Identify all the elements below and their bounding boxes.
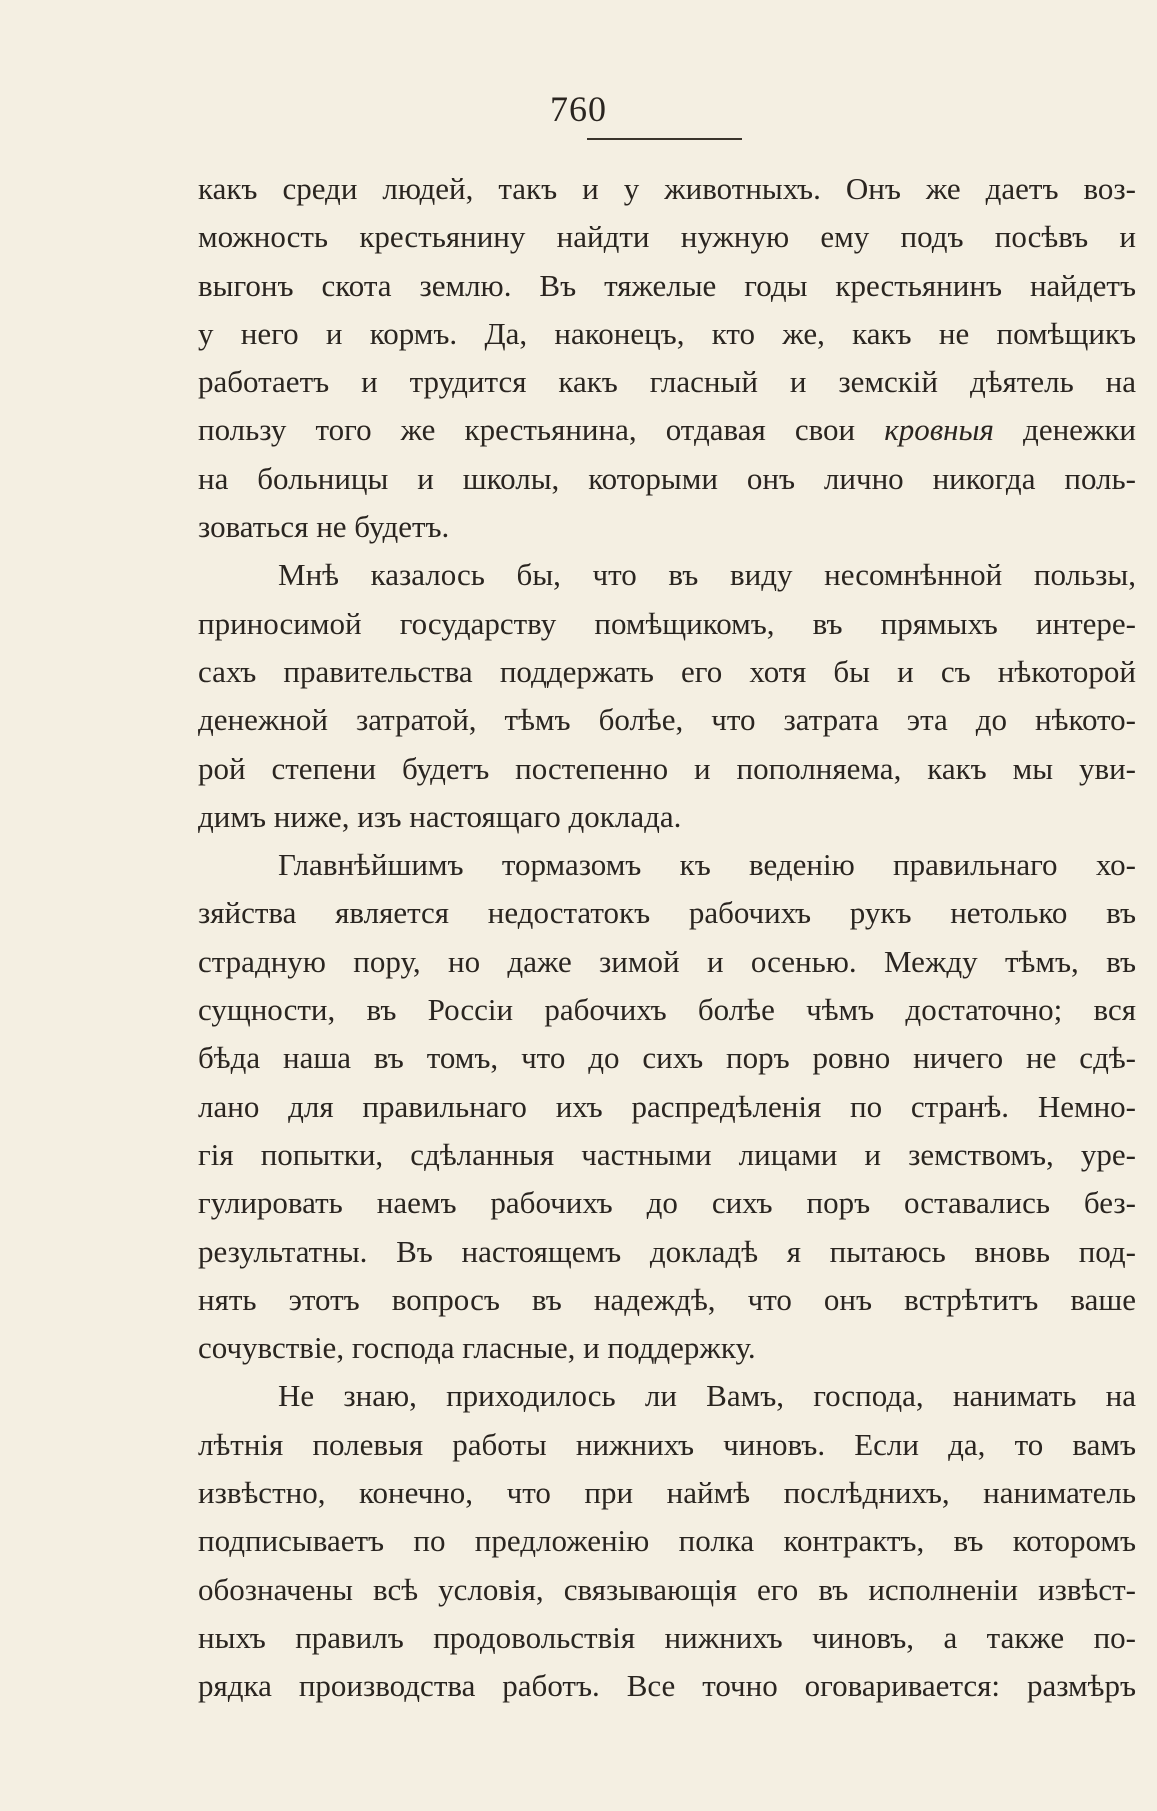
paragraph-first-line: Мнѣ казалось бы, что въ виду несомнѣнной пользы, bbox=[278, 557, 1136, 593]
text-line: гія попытки, сдѣланныя частными лицами и земствомъ, уре- bbox=[198, 1136, 1136, 1172]
text-line: сущности, въ Россіи рабочихъ болѣе чѣмъ достаточно; вся bbox=[198, 992, 1136, 1028]
text-line: можность крестьянину найдти нужную ему подъ посѣвъ и bbox=[198, 219, 1136, 255]
text-line: обозначены всѣ условія, связывающія его въ исполненіи извѣст- bbox=[198, 1571, 1136, 1607]
text-line: выгонъ скота землю. Въ тяжелые годы крестьянинъ найдетъ bbox=[198, 267, 1136, 303]
text-line: извѣстно, конечно, что при наймѣ послѣднихъ, наниматель bbox=[198, 1475, 1136, 1511]
text-line: димъ ниже, изъ настоящаго доклада. bbox=[198, 798, 682, 834]
text-line: нять этотъ вопросъ въ надеждѣ, что онъ встрѣтитъ ваше bbox=[198, 1281, 1136, 1317]
paragraph-first-line: Не знаю, приходилось ли Вамъ, господа, нанимать на bbox=[278, 1378, 1136, 1414]
text-line: лано для правильнаго ихъ распредѣленія по странѣ. Немно- bbox=[198, 1088, 1136, 1124]
text-line: рой степени будетъ постепенно и пополняема, какъ мы уви- bbox=[198, 750, 1136, 786]
text-fragment: денежки bbox=[993, 412, 1136, 448]
text-line: рядка производства работъ. Все точно оговаривается: размѣръ bbox=[198, 1668, 1136, 1704]
text-line bbox=[198, 406, 1136, 454]
text-line: бѣда наша въ томъ, что до сихъ поръ ровно ничего не сдѣ- bbox=[198, 1040, 1136, 1076]
text-line: сочувствіе, господа гласные, и поддержку. bbox=[198, 1330, 756, 1366]
text-line: зоваться не будетъ. bbox=[198, 509, 450, 545]
text-line: зяйства является недостатокъ рабочихъ рукъ нетолько въ bbox=[198, 895, 1136, 931]
text-line: страдную пору, но даже зимой и осенью. Между тѣмъ, въ bbox=[198, 943, 1136, 979]
text-fragment: пользу того же крестьянина, отдавая свои bbox=[198, 412, 885, 448]
text-line: работаетъ и трудится какъ гласный и земскій дѣятель на bbox=[198, 364, 1136, 400]
text-line: денежной затратой, тѣмъ болѣе, что затрата эта до нѣкото- bbox=[198, 702, 1136, 738]
text-line: гулировать наемъ рабочихъ до сихъ поръ оставались без- bbox=[198, 1185, 1136, 1221]
text-line: на больницы и школы, которыми онъ лично никогда поль- bbox=[198, 460, 1136, 496]
text-line: какъ среди людей, такъ и у животныхъ. Онъ же даетъ воз- bbox=[198, 171, 1136, 206]
paragraph-first-line: Главнѣйшимъ тормазомъ къ веденію правильнаго хо- bbox=[278, 847, 1136, 883]
text-line: результатны. Въ настоящемъ докладѣ я пытаюсь вновь под- bbox=[198, 1233, 1136, 1269]
text-line: у него и кормъ. Да, наконецъ, кто же, какъ не помѣщикъ bbox=[198, 315, 1136, 351]
page-number: 760 bbox=[550, 89, 607, 129]
text-line: лѣтнія полевыя работы нижнихъ чиновъ. Если да, то вамъ bbox=[198, 1426, 1136, 1462]
text-line: ныхъ правилъ продовольствія нижнихъ чиновъ, а также по- bbox=[198, 1619, 1136, 1655]
italic-word: кровныя bbox=[884, 412, 994, 448]
text-line: подписываетъ по предложенію полка контрактъ, въ которомъ bbox=[198, 1523, 1136, 1559]
text-line: сахъ правительства поддержать его хотя бы и съ нѣкоторой bbox=[198, 653, 1136, 689]
text-line: приносимой государству помѣщикомъ, въ прямыхъ интере- bbox=[198, 605, 1136, 641]
page-number-rule bbox=[587, 138, 742, 140]
body-text bbox=[198, 165, 1136, 1711]
